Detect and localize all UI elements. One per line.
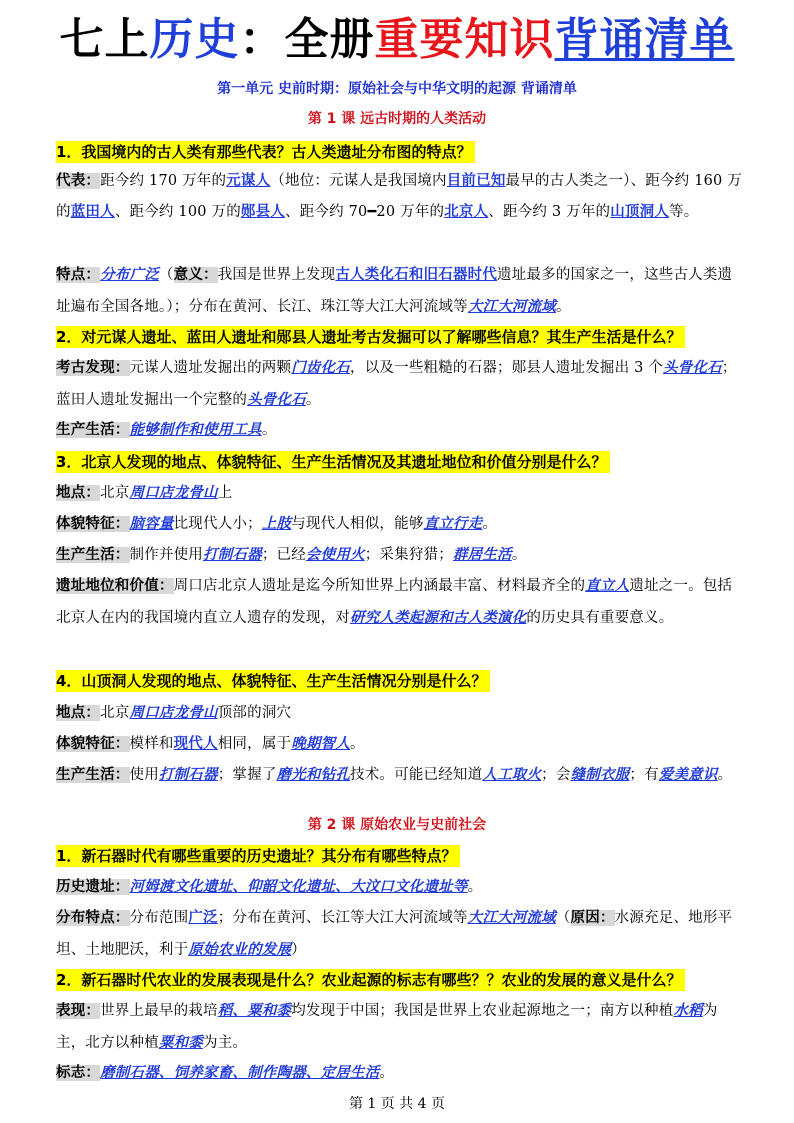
answer-label: 意义： [173,267,218,283]
answer-label: 生产生活： [56,547,130,563]
text-run: 。 [717,767,733,783]
page-footer: 第 1 页 共 4 页 [348,1096,446,1112]
title-part-5: 背诵清单 [554,14,735,65]
keyword: 能够制作和使用工具 [129,421,262,438]
keyword: 现代人 [173,736,218,752]
text-run: 、距今约 70━20 万年的 [285,204,445,220]
text-run: ；采集狩猎； [364,547,453,563]
text-run: ） [291,942,306,958]
keyword: 研究人类起源和古人类演化 [350,609,527,626]
keyword: 大江大河流域 [467,909,556,926]
text-run: 。 [556,299,571,315]
text-run: 世界上最早的栽培 [100,1003,218,1019]
question-text: 1．我国境内的古人类有那些代表？古人类遗址分布图的特点？ [56,141,475,163]
answer-label: 生产生活： [56,422,130,438]
text-run: 。 [511,547,527,563]
keyword: 广泛 [188,910,218,926]
text-run: 为主，北方以种植 [56,1003,718,1051]
keyword: 头骨化石 [663,359,722,376]
answer-paragraph [56,759,746,791]
text-run: ；掌握了 [217,767,277,783]
question-1-2 [56,326,746,348]
keyword: 爱美意识 [658,766,718,783]
keyword: 稻、粟和黍 [217,1002,292,1019]
answer-label: 特点： [56,267,101,283]
keyword: 脑容量 [129,515,174,532]
text-run: 北京 [100,485,130,501]
text-run: 。 [482,516,498,532]
text-run: 。 [350,736,365,752]
keyword: 人工取火 [482,766,542,783]
keyword: 晚期智人 [291,735,351,752]
text-run: 与现代人相似，能够 [291,516,424,532]
text-run: 遗址之一。包括北京人在内的我国境内直立人遗存的发现，对 [56,578,733,626]
answer-paragraph [56,902,746,966]
question-2-2 [56,969,746,991]
answer-paragraph [56,414,746,446]
text-run: ，以及一些粗糙的石器；郧县人遗址发掘出 3 个 [350,360,664,376]
text-run: 。 [379,1065,395,1081]
lesson-2-heading: 第 2 课 原始农业与史前社会 [307,817,487,833]
answer-label: 表现： [56,1003,101,1019]
keyword: 直立行走 [423,515,483,532]
question-text: 4．山顶洞人发现的地点、体貌特征、生产生活情况分别是什么？ [56,670,490,692]
answer-label: 历史遗址： [56,879,130,895]
keyword: 大江大河流域 [467,298,557,315]
keyword: 北京人 [444,204,489,220]
answer-label: 地点： [56,485,101,501]
answer-label: 体貌特征： [56,516,130,532]
text-run: （地位：元谋人是我国境内 [270,173,447,189]
keyword: 古人类化石和旧石器时代 [335,267,498,283]
keyword: 原始农业的发展 [188,941,292,958]
lesson-1-heading: 第 1 课 远古时期的人类活动 [307,111,487,127]
keyword: 会使用火 [305,546,365,563]
keyword: 周口店龙骨山 [129,704,218,721]
answer-label: 分布特点： [56,910,130,926]
keyword: 打制石器 [203,546,262,563]
answer-label: 体貌特征： [56,736,130,752]
text-run: 使用 [129,767,159,783]
text-run: 元谋人遗址发掘出的两颗 [129,360,292,376]
text-run: 最早的古人类之一）、距今约 160 万的 [56,173,742,220]
text-run: （ [158,267,174,283]
text-run: 的历史具有重要意义。 [526,610,674,626]
keyword: 分布广泛 [100,266,159,283]
text-run: （ [555,910,571,926]
text-run: 制作并使用 [129,547,203,563]
answer-paragraph [56,697,746,729]
keyword: 郧县人 [240,204,286,220]
answer-paragraph [56,1057,746,1089]
keyword: 周口店龙骨山 [129,484,218,501]
question-text: 3．北京人发现的地点、体貌特征、生产生活情况及其遗址地位和价值分别是什么？ [56,451,610,473]
answer-label: 标志： [56,1065,101,1081]
keyword: 河姆渡文化遗址、仰韶文化遗址、大汶口文化遗址等 [129,878,468,895]
answer-label: 地点： [56,705,101,721]
text-run: 比现代人小； [173,516,262,532]
text-run: 水源充足、地形平坦、土地肥沃，利于 [56,910,733,958]
title-part-1: 七上 [59,14,150,65]
question-text: 2．新石器时代农业的发展表现是什么？农业起源的标志有哪些？？农业的发展的意义是什么？ [56,969,685,991]
text-run: 等。 [669,204,699,220]
question-1-3 [56,451,746,473]
text-run: 为主。 [203,1035,248,1051]
text-run: ；已经 [261,547,306,563]
question-text: 1．新石器时代有哪些重要的历史遗址？其分布有哪些特点？ [56,845,460,867]
text-run: 我国是世界上发现 [217,267,336,283]
text-run: 遗址最多的国家之一，这些古人类遗址遍布全国各地。）；分布在黄河、长江、珠江等大江大河流域等 [56,267,733,315]
answer-paragraph [56,995,746,1059]
title-part-4: 重要知识 [374,14,555,65]
title-part-2: 历史 [149,14,240,65]
answer-paragraph [56,166,746,228]
keyword: 打制石器 [158,766,218,783]
keyword: 粟和黍 [158,1034,204,1051]
keyword: 门齿化石 [291,359,351,376]
text-run: 相同，属于 [217,736,292,752]
answer-paragraph [56,539,746,571]
keyword: 元谋人 [226,173,271,189]
answer-label: 原因： [570,910,615,926]
answer-paragraph [56,352,746,416]
question-1-4 [56,670,746,692]
keyword: 群居生活 [452,546,512,563]
answer-paragraph [56,728,746,760]
keyword: 水稻 [673,1002,703,1019]
keyword: 蓝田人 [70,204,115,220]
text-run: 均发现于中国；我国是世界上农业起源地之一；南方以种植 [291,1003,674,1019]
answer-label: 考古发现： [56,360,130,376]
answer-label: 代表： [56,173,101,189]
answer-paragraph [56,477,746,509]
answer-label: 遗址地位和价值： [56,578,174,594]
keyword: 直立人 [585,577,630,594]
keyword: 目前已知 [446,173,506,189]
question-1-1 [56,141,746,163]
text-run: 。 [467,879,483,895]
text-run: 顶部的洞穴 [217,705,292,721]
text-run: ；会 [541,767,571,783]
text-run: 技术。可能已经知道 [350,767,483,783]
text-run: ；蓝田人遗址发掘出一个完整的 [56,360,737,408]
text-run: 。 [305,392,321,408]
keyword: 磨光和钻孔 [276,766,351,783]
text-run: 距今约 170 万年的 [100,173,227,189]
answer-paragraph [56,259,746,323]
answer-paragraph [56,871,746,903]
text-run: 模样和 [129,736,174,752]
title-part-3: ：全册 [239,14,375,65]
answer-paragraph [56,570,746,634]
keyword: 缝制衣服 [570,766,630,783]
text-run: ；分布在黄河、长江等大江大河流域等 [217,910,468,926]
page-title [0,10,794,70]
keyword: 磨制石器、饲养家畜、制作陶器、定居生活 [100,1064,380,1081]
keyword: 头骨化石 [247,391,306,408]
unit-heading: 第一单元 史前时期：原始社会与中华文明的起源 背诵清单 [217,81,577,97]
keyword: 山顶洞人 [610,204,670,220]
text-run: ；有 [629,767,659,783]
question-2-1 [56,845,746,867]
answer-label: 生产生活： [56,767,130,783]
text-run: 、距今约 3 万年的 [488,204,611,220]
text-run: 北京 [100,705,130,721]
keyword: 上肢 [261,515,292,532]
text-run: 分布范围 [129,910,189,926]
text-run: 上 [217,485,233,501]
text-run: 、距今约 100 万的 [114,204,241,220]
text-run: 。 [261,422,277,438]
question-text: 2．对元谋人遗址、蓝田人遗址和郧县人遗址考古发掘可以了解哪些信息？其生产生活是什么？ [56,326,685,348]
answer-paragraph [56,508,746,540]
text-run: 周口店北京人遗址是迄今所知世界上内涵最丰富、材料最齐全的 [173,578,586,594]
